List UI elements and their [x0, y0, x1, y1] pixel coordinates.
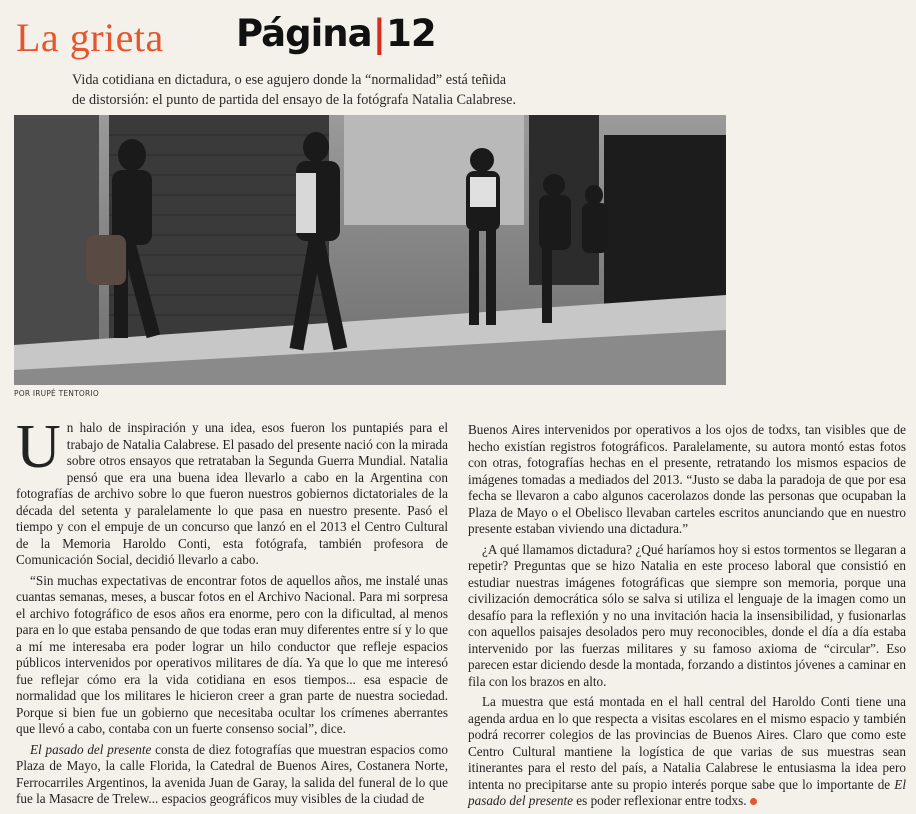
paragraph-1: [16, 413, 448, 569]
paragraph-1-text: n halo de inspiración y una idea, esos fueron los puntapiés para el trabajo de Natalia Calabrese. El pasado del presente nació con la mirada sobre otros ensayos que retrataban la Segunda Guerra Mundial. Natalia pensó que era una buena idea llevarlo a cabo en la Argentina con fotografías de archivo sobre lo que fueron nuestros gobiernos dictatoriales de la década del setenta y paralelamente lo que pasa en nuestro presente. Pasó el tiempo y con el empuje de un concurso que lanzó en el 2013 el Centro Cultural de la Memoria Haroldo Conti, esta fotógrafa, también profesora de Comunicación Social, decidió llevarlo a cabo.: [16, 420, 448, 567]
section-title: La grieta: [16, 15, 164, 60]
newspaper-logo: [236, 12, 436, 55]
paragraph-2: “Sin muchas expectativas de encontrar fotos de aquellos años, me instalé unas cuantas semanas, meses, a buscar fotos en el Archivo Nacional. Para mi sorpresa el archivo fotográfico de esos años era enorme, pero con la dificultad, al menos para en lo que estaba pensando de que todas eran muy diferentes entre sí y lo que a mí me interesaba era poder lograr un hilo conductor que refleje espacios públicos intervenidos por operativos militares de día. Ya que lo que me interesó fue reflejar cómo era la vida cotidiana en esos tiempos... esa espacie de normalidad que los militares le hicieron creer a gran parte de nuestra sociedad. Porque si bien fue un gobierno que necesitaba ocultar los crímenes aberrantes que llevó a cabo, contaba con un fuerte consenso social”, dice.: [16, 572, 448, 736]
work-title: El pasado del presente: [30, 741, 152, 757]
article-photo: [14, 115, 726, 385]
article-subhead: Vida cotidiana en dictadura, o ese agujero donde la “normalidad” está teñida de distorsión: el punto de partida del ensayo de la fotógrafa Natalia Calabrese.: [72, 72, 516, 108]
article-column-left: [16, 413, 449, 812]
logo-bar: |: [372, 12, 386, 55]
logo-number: 12: [386, 12, 436, 55]
work-title-end: El pasado del presente: [468, 776, 906, 808]
drop-cap: U: [16, 413, 61, 481]
paragraph-5: ¿A qué llamamos dictadura? ¿Qué haríamos hoy si estos tormentos se llegaran a repetir? Preguntas que se hizo Natalia en este proceso laboral que consistió en estudiar nuestras imágenes fotográficas que siempre son memoria, porque una civilización democrática sólo se salva si utiliza el lenguaje de la imagen como un desafío para la reflexión y no una invitación hacia la insensibilidad, y fusionarlas con aquellos paisajes desolados pero muy reconocibles, donde el día a día estaba intervenido por las fuerzas militares y su famoso axioma de “circular”. Eso parecen estar diciendo desde la montada, forzando a distintos jóvenes a caminar en fila con los brazos en alto.: [468, 541, 906, 689]
paragraph-3-text: consta de diez fotografías que muestran espacios como Plaza de Mayo, la calle Florida, la Catedral de Buenos Aires, Costanera Norte, Ferrocarriles Argentinos, la avenida Juan de Garay, la salida del funeral de lo que fue la Masacre de Trelew... espacios geográficos muy visibles de la ciudad de: [16, 741, 449, 806]
paragraph-6-text: La muestra que está montada en el hall central del Haroldo Conti tiene una agenda ardua en lo que respecta a visitas escolares en el mismo espacio y también podrá recorrer colegios de las provincias de Buenos Aires. Claro que como este Centro Cultural mantiene la logística de que varias de sus muestras sean itinerantes para el resto del país, a Natalia Calabrese le entusiasma la idea pero intenta no precipitarse ante su propio interés porque sabe que lo importante de: [468, 694, 906, 792]
article-column-right: [468, 422, 906, 814]
end-mark-icon: [750, 798, 757, 805]
paragraph-4: Buenos Aires intervenidos por operativos a los ojos de todxs, tan visibles que de hecho existían registros fotográficos. Paralelamente, su autora montó estas fotos con otras, fotografías hechas en el presente, retratando los mismos espacios de imágenes tomadas a mediados del 2013. “Justo se daba la paradoja de que por esa fecha se llevaron a cabo algunos cacerolazos donde las personas que ocupaban la Plaza de Mayo o el Obelisco llevaban carteles escritos anunciando que en nuestro presente estaban viviendo una dictadura.”: [468, 422, 906, 536]
street-scene-image: [14, 115, 726, 385]
masthead: [14, 8, 904, 64]
photo-credit: POR IRUPÉ TENTORIO: [14, 389, 99, 398]
logo-text: Página: [236, 12, 372, 55]
paragraph-6: [468, 694, 906, 810]
paragraph-6-end: es poder reflexionar entre todxs.: [573, 793, 747, 808]
